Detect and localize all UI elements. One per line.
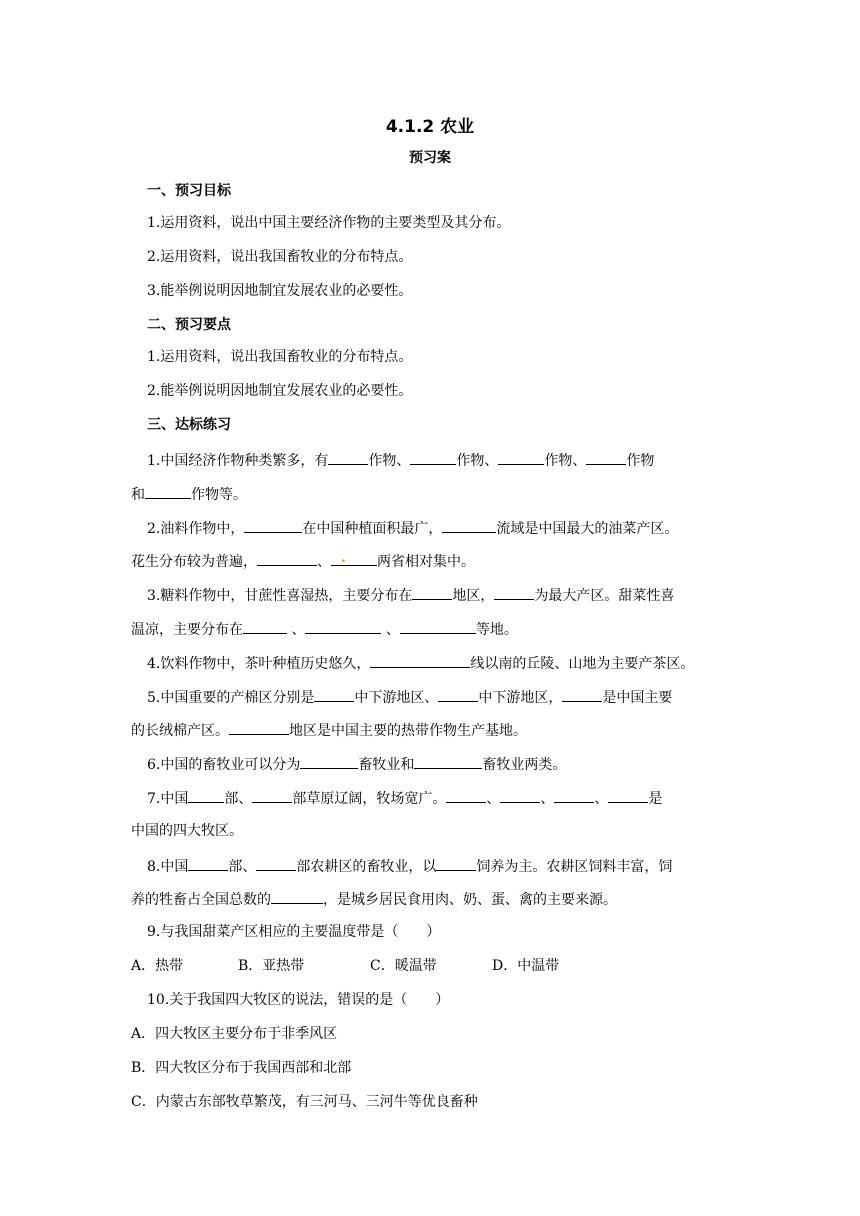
question-1-cont: 和 作物等。 [131,483,247,505]
blank-field[interactable] [554,787,594,803]
blank-field[interactable] [414,753,482,769]
question-2: 2.油料作物中， 在中国种植面积最广， 流域是中国最大的油菜产区。 [147,517,678,539]
blank-field[interactable] [252,787,292,803]
blank-field[interactable] [608,787,648,803]
question-2-cont: 花生分布较为普遍， 、 . 两省相对集中。 [131,550,475,570]
blank-field[interactable] [244,517,302,533]
blank-field[interactable] [257,550,317,566]
section-heading-points: 二、预习要点 [147,317,231,333]
option-b[interactable]: B．亚热带 [238,958,305,974]
blank-field[interactable] [498,449,544,465]
question-10-stem: 10.关于我国四大牧区的说法，错误的是（ ） [147,992,450,1008]
goal-item: 3.能举例说明因地制宜发展农业的必要性。 [147,283,413,299]
blank-field[interactable] [145,483,191,499]
page-subtitle: 预习案 [409,150,451,166]
option-b[interactable]: B．四大牧区分布于我国西部和北部 [131,1060,352,1076]
blank-field[interactable] [446,787,486,803]
section-heading-goals: 一、预习目标 [147,183,231,199]
page-title: 4.1.2 农业 [385,117,475,137]
blank-field[interactable] [586,449,626,465]
blank-field[interactable] [328,449,368,465]
question-5-cont: 的长绒棉产区。 地区是中国主要的热带作物生产基地。 [131,719,527,741]
question-9-options [131,956,559,976]
point-item: 2.能举例说明因地制宜发展农业的必要性。 [147,383,413,399]
blank-field[interactable] [300,753,358,769]
option-a[interactable]: A．四大牧区主要分布于非季风区 [131,1026,338,1042]
blank-field[interactable] [243,618,287,634]
blank-field[interactable] [256,855,296,871]
question-7-cont: 中国的四大牧区。 [131,823,243,839]
question-3: 3.糖料作物中，甘蔗性喜湿热，主要分布在 地区， 为最大产区。甜菜性喜 [147,584,674,606]
question-5: 5.中国重要的产棉区分别是 中下游地区、 中下游地区， 是中国主要 [147,686,672,708]
blank-field[interactable] [400,618,476,634]
blank-field[interactable] [188,855,228,871]
dot-mark: . [341,550,346,566]
blank-field[interactable] [500,787,540,803]
point-item: 1.运用资料，说出我国畜牧业的分布特点。 [147,349,413,365]
question-3-cont: 温凉，主要分布在 、 、 等地。 [131,618,518,640]
goal-item: 2.运用资料，说出我国畜牧业的分布特点。 [147,249,413,265]
blank-field[interactable] [271,888,323,904]
blank-field[interactable] [331,550,377,566]
blank-field[interactable] [188,787,224,803]
option-d[interactable]: D．中温带 [492,958,560,974]
blank-field[interactable] [436,855,476,871]
blank-field[interactable] [370,652,470,668]
option-a[interactable]: A．热带 [131,958,184,974]
blank-field[interactable] [305,618,381,634]
question-6: 6.中国的畜牧业可以分为 畜牧业和 畜牧业两类。 [147,753,566,775]
question-9-stem: 9.与我国甜菜产区相应的主要温度带是（ ） [147,924,441,940]
question-8: 8.中国 部、 部农耕区的畜牧业，以 饲养为主。农耕区饲料丰富，饲 [147,855,672,877]
question-1: 1.中国经济作物种类繁多，有 作物、 作物、 作物、 作物 [147,449,654,471]
goal-item: 1.运用资料，说出中国主要经济作物的主要类型及其分布。 [147,215,511,231]
question-8-cont: 养的牲畜占全国总数的 ，是城乡居民食用肉、奶、蛋、禽的主要来源。 [131,888,617,910]
blank-field[interactable] [442,517,496,533]
option-c[interactable]: C．暖温带 [370,958,437,974]
question-7: 7.中国 部、 部草原辽阔，牧场宽广。 、 、 、 是 [147,787,662,809]
option-c[interactable]: C．内蒙古东部牧草繁茂，有三河马、三河牛等优良畜种 [131,1094,478,1110]
blank-field[interactable] [438,686,478,702]
blank-field[interactable] [562,686,602,702]
blank-field[interactable] [494,584,534,600]
blank-field[interactable] [412,584,452,600]
blank-field[interactable] [314,686,354,702]
blank-field[interactable] [229,719,289,735]
section-heading-exercises: 三、达标练习 [147,417,231,433]
question-4: 4.饮料作物中，茶叶种植历史悠久， 线以南的丘陵、山地为主要产茶区。 [147,652,694,674]
blank-field[interactable] [410,449,456,465]
